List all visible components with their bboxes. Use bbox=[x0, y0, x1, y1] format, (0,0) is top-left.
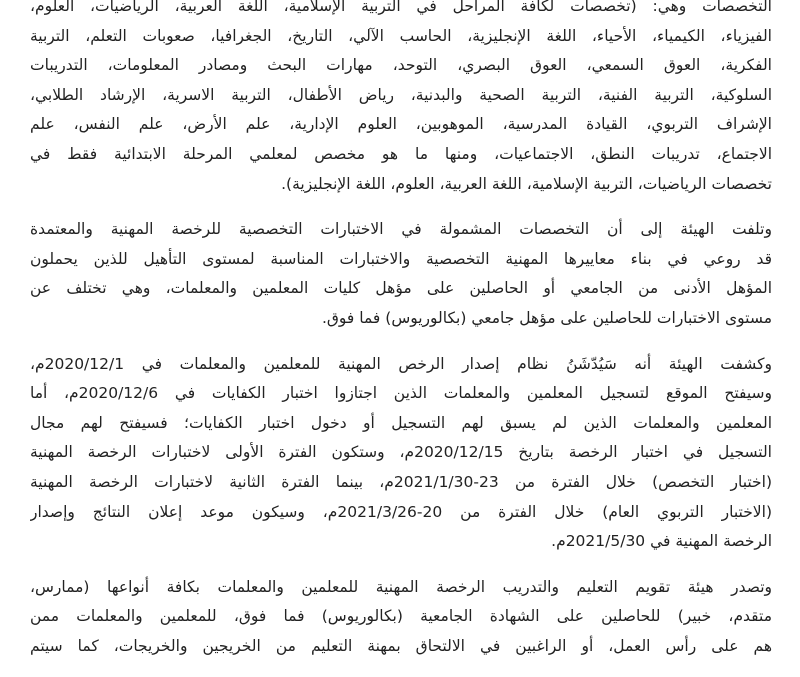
text-line: الإشراف التربوي، القيادة المدرسية، الموهوبين، العلوم الإدارية، علم الأرض، علم النفس، علم bbox=[30, 115, 772, 134]
paragraph-schedule bbox=[30, 350, 772, 557]
paragraph-license-types bbox=[30, 573, 772, 662]
article-body bbox=[30, 0, 772, 677]
paragraph-qualification-levels bbox=[30, 215, 772, 333]
text-line: التخصصات وهي: (تخصصات لكافة المراحل في التربية الإسلامية، اللغة العربية، الرياضيات، العلوم، bbox=[30, 0, 772, 15]
text-line: وكشفت الهيئة أنه سَيُدّشَنُ نظام إصدار الرخص المهنية للمعلمين والمعلمات في 2020/12/1م، bbox=[30, 354, 772, 373]
text-line: الفيزياء، الكيمياء، الأحياء، اللغة الإنجليزية، الحاسب الآلي، التاريخ، الجغرافيا، صعوبات التعلم، التربية bbox=[30, 26, 772, 45]
text-line: (الاختبار التربوي العام) خلال الفترة من 20-2021/3/26م، وسيكون موعد إعلان النتائج وإصدار bbox=[30, 502, 772, 521]
text-line: هم على رأس العمل، أو الراغبين في الالتحاق بمهنة التعليم من الخريجين والخريجات، كما سيتم bbox=[30, 636, 772, 655]
text-line: وتلفت الهيئة إلى أن التخصصات المشمولة في الاختبارات التخصصية للرخصة المهنية والمعتمدة bbox=[30, 220, 772, 239]
text-line: قد روعي في بناء معاييرها المهنية التخصصية والاختبارات المناسبة لمستوى التأهيل للذين يحملون bbox=[30, 249, 772, 268]
text-line: المعلمين والمعلمات الذين لم يسبق لهم التسجيل أو دخول اختبار الكفايات؛ فسيفتح لهم مجال bbox=[30, 413, 772, 432]
text-line: الرخصة المهنية في 2021/5/30م. bbox=[551, 532, 772, 551]
text-line: الاجتماع، تدريبات النطق، الاجتماعيات، ومنها ما هو مخصص لمعلمي المرحلة الابتدائية فقط في bbox=[30, 144, 772, 163]
text-line: المؤهل الأدنى من الجامعي أو الحاصلين على مؤهل كليات المعلمين والمعلمات، وهي تختلف عن bbox=[30, 279, 772, 298]
text-line: تخصصات الرياضيات، التربية الإسلامية، اللغة العربية، العلوم، اللغة الإنجليزية). bbox=[281, 174, 772, 193]
text-line: التسجيل في اختبار الرخصة بتاريخ 2020/12/15م، وستكون الفترة الأولى لاختبارات الرخصة المهنية bbox=[30, 443, 772, 462]
text-line: السلوكية، التربية الفنية، التربية الصحية والبدنية، رياض الأطفال، التربية الاسرية، الإرشاد الطلابي، bbox=[30, 85, 772, 104]
text-line: متقدم، خبير) للحاصلين على الشهادة الجامعية (بكالوريوس) فما فوق، للمعلمين والمعلمات ممن bbox=[30, 607, 772, 626]
text-line: وتصدر هيئة تقويم التعليم والتدريب الرخصة المهنية للمعلمين والمعلمات بكافة أنواعها (ممارس، bbox=[30, 577, 772, 596]
paragraph-specializations bbox=[30, 0, 772, 199]
text-line: مستوى الاختبارات للحاصلين على مؤهل جامعي (بكالوريوس) فما فوق. bbox=[321, 308, 772, 327]
text-line: وسيفتح الموقع لتسجيل المعلمين والمعلمات الذين اجتازوا اختبار الكفايات في 2020/12/6م، أما bbox=[30, 384, 772, 403]
text-line: الفكرية، العوق السمعي، العوق البصري، التوحد، مهارات البحث ومصادر المعلومات، التدريبات bbox=[30, 56, 772, 75]
text-line: (اختبار التخصص) خلال الفترة من 23-2021/1/30م، بينما الفترة الثانية لاختبارات الرخصة المهنية bbox=[30, 472, 772, 491]
